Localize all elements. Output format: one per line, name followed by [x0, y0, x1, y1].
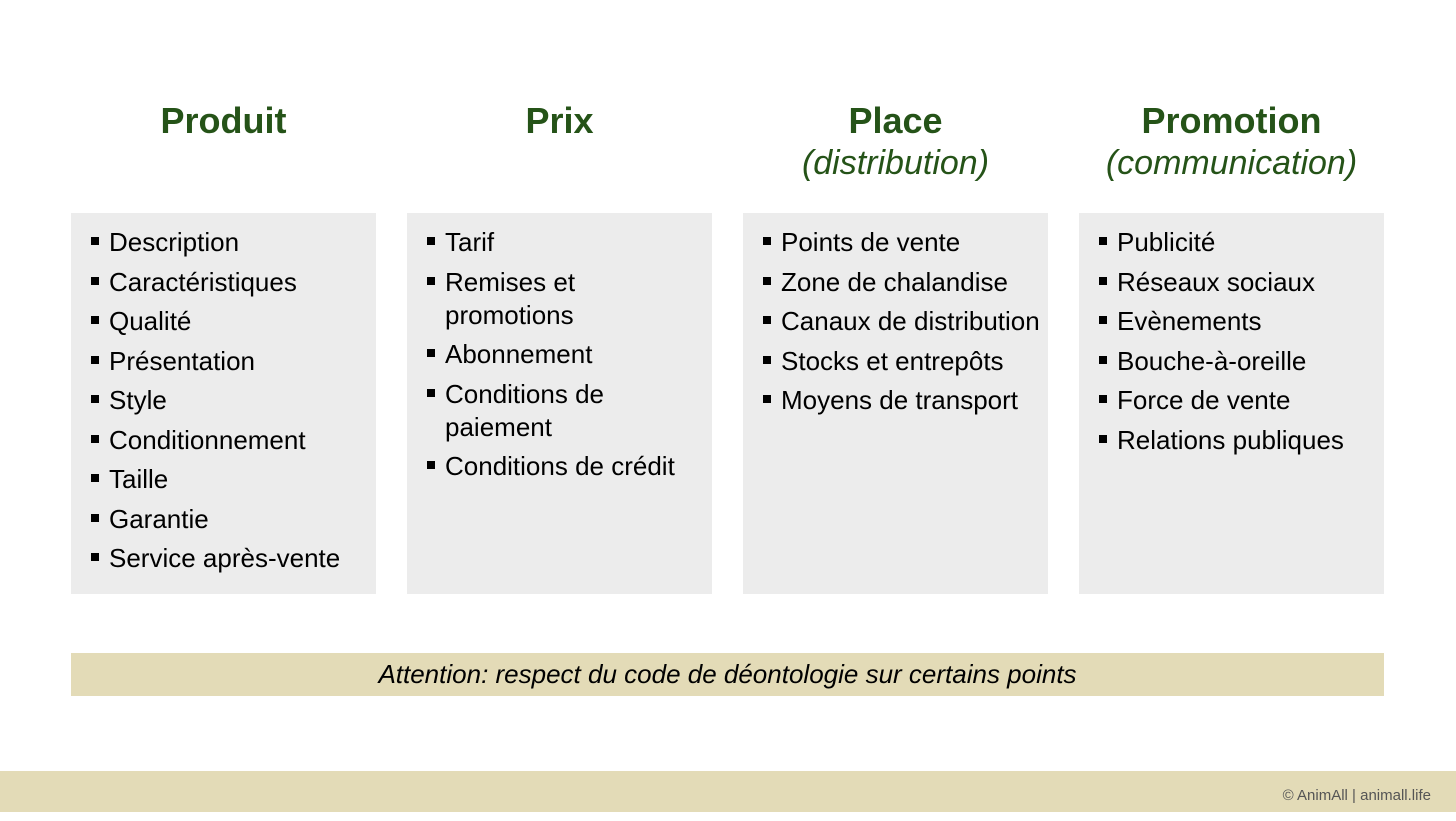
column-title: Place	[848, 100, 943, 141]
list-item-label: Canaux de distribution	[781, 306, 1040, 336]
list-item-label: Relations publiques	[1117, 424, 1344, 455]
square-bullet-icon	[91, 316, 99, 324]
list-item-label: Caractéristiques	[109, 266, 297, 297]
list-item	[71, 266, 376, 299]
column-box	[71, 213, 376, 594]
square-bullet-icon	[427, 237, 435, 245]
square-bullet-icon	[91, 356, 99, 364]
square-bullet-icon	[427, 389, 435, 397]
column-heading	[1079, 100, 1384, 184]
item-list	[71, 213, 376, 575]
square-bullet-icon	[1099, 316, 1107, 324]
list-item-label: Publicité	[1117, 227, 1216, 257]
list-item	[1079, 305, 1384, 338]
list-item-label: Présentation	[109, 345, 255, 376]
square-bullet-icon	[91, 553, 99, 561]
column-subtitle: (communication)	[1105, 144, 1358, 182]
footer-bar	[0, 771, 1456, 812]
square-bullet-icon	[91, 435, 99, 443]
list-item-label: Qualité	[109, 306, 192, 336]
column-heading	[743, 100, 1048, 184]
list-item	[743, 226, 1048, 259]
list-item	[71, 463, 376, 496]
list-item	[71, 384, 376, 417]
square-bullet-icon	[763, 316, 771, 324]
list-item-label: Evènements	[1117, 306, 1262, 336]
list-item-label: Stocks et entrepôts	[781, 345, 1004, 376]
list-item-label: Zone de chalandise	[781, 266, 1008, 297]
copyright-text: © AnimAll | animall.life	[1282, 787, 1431, 804]
list-item	[1079, 345, 1384, 378]
list-item	[407, 450, 712, 483]
column-heading	[71, 100, 376, 142]
list-item	[407, 338, 712, 371]
square-bullet-icon	[1099, 395, 1107, 403]
list-item	[71, 305, 376, 338]
list-item	[71, 424, 376, 457]
list-item-label: Description	[109, 227, 240, 257]
square-bullet-icon	[427, 349, 435, 357]
square-bullet-icon	[763, 237, 771, 245]
list-item	[71, 503, 376, 536]
list-item	[71, 345, 376, 378]
list-item	[743, 305, 1048, 338]
list-item-label: Moyens de transport	[781, 385, 1019, 415]
list-item	[71, 542, 376, 575]
list-item	[743, 384, 1048, 417]
column-box	[407, 213, 712, 594]
square-bullet-icon	[91, 237, 99, 245]
list-item-label: Tarif	[445, 227, 495, 257]
list-item-label: Points de vente	[781, 227, 961, 257]
item-list	[407, 213, 712, 483]
list-item-label: Service après-vente	[109, 543, 341, 573]
column-box	[743, 213, 1048, 594]
column-box	[1079, 213, 1384, 594]
list-item-label: Taille	[109, 464, 169, 494]
list-item-label: Force de vente	[1117, 385, 1291, 415]
list-item	[407, 378, 712, 444]
list-item	[71, 226, 376, 259]
list-item	[1079, 266, 1384, 299]
square-bullet-icon	[763, 395, 771, 403]
column-heading	[407, 100, 712, 142]
attention-banner: Attention: respect du code de déontologie sur certains points	[71, 653, 1384, 696]
list-item-label: Conditionnement	[109, 424, 306, 455]
list-item	[407, 266, 712, 332]
column-title: Promotion	[1141, 100, 1322, 141]
square-bullet-icon	[763, 356, 771, 364]
column-subtitle: (distribution)	[801, 144, 990, 182]
list-item-label: Garantie	[109, 503, 209, 534]
square-bullet-icon	[1099, 435, 1107, 443]
square-bullet-icon	[91, 514, 99, 522]
square-bullet-icon	[91, 474, 99, 482]
list-item	[407, 226, 712, 259]
square-bullet-icon	[91, 395, 99, 403]
item-list	[743, 213, 1048, 417]
list-item-label: Réseaux sociaux	[1117, 266, 1315, 297]
square-bullet-icon	[763, 277, 771, 285]
list-item	[743, 266, 1048, 299]
square-bullet-icon	[427, 277, 435, 285]
list-item	[1079, 226, 1384, 259]
column-title: Prix	[525, 100, 594, 141]
list-item	[743, 345, 1048, 378]
square-bullet-icon	[91, 277, 99, 285]
list-item-label: Conditions de paiement	[445, 378, 604, 442]
list-item-label: Conditions de crédit	[445, 451, 675, 481]
item-list	[1079, 213, 1384, 457]
list-item-label: Abonnement	[445, 339, 593, 369]
list-item-label: Style	[109, 385, 167, 415]
square-bullet-icon	[427, 461, 435, 469]
list-item	[1079, 424, 1384, 457]
square-bullet-icon	[1099, 356, 1107, 364]
list-item	[1079, 384, 1384, 417]
list-item-label: Remises et promotions	[445, 266, 576, 330]
list-item-label: Bouche-à-oreille	[1117, 345, 1307, 376]
column-title: Produit	[160, 100, 287, 141]
square-bullet-icon	[1099, 277, 1107, 285]
square-bullet-icon	[1099, 237, 1107, 245]
